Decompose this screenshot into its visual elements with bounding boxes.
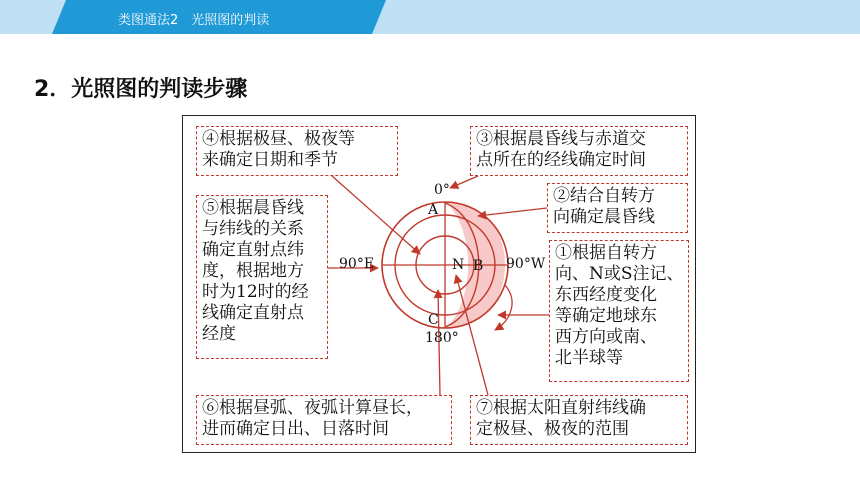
label-90w: 90°W — [506, 256, 546, 272]
note-4-line-2: 来确定日期和季节 — [202, 150, 338, 170]
note-box-1 — [549, 240, 689, 382]
note-1-line-4: 等确定地球东 — [555, 306, 657, 326]
note-5-line-5: 时为12时的经 — [202, 282, 309, 302]
note-3-line-1: ③根据晨昏线与赤道交 — [476, 129, 646, 149]
header-tab-title: 类图通法2 光照图的判读 — [118, 13, 270, 28]
note-5-line-4: 度，根据地方 — [202, 261, 304, 281]
note-5-line-1: ⑤根据晨昏线 — [202, 198, 304, 218]
note-6-line-2: 进而确定日出、日落时间 — [202, 419, 389, 439]
note-box-7 — [470, 395, 688, 445]
note-1-line-3: 东西经度变化 — [555, 285, 657, 305]
note-2-line-1: ②结合自转方 — [553, 186, 655, 206]
label-north-pole: N — [452, 257, 465, 273]
note-4-line-1: ④根据极昼、极夜等 — [202, 129, 355, 149]
note-7-line-1: ⑦根据太阳直射纬线确 — [476, 398, 646, 418]
label-0-degree: 0° — [434, 182, 450, 198]
label-point-b: B — [473, 258, 484, 274]
note-1-line-5: 西方向或南、 — [555, 327, 657, 347]
section-title: 2．光照图的判读步骤 — [34, 77, 248, 102]
label-point-c: C — [428, 312, 439, 328]
label-90e: 90°E — [339, 256, 375, 272]
note-5-line-6: 线确定直射点 — [202, 303, 304, 323]
note-5-line-2: 与纬线的关系 — [202, 219, 304, 239]
note-7-line-2: 定极昼、极夜的范围 — [476, 419, 629, 439]
note-box-4 — [196, 126, 398, 176]
label-180-degree: 180° — [425, 330, 459, 346]
note-box-3 — [470, 126, 688, 176]
note-box-6 — [196, 395, 452, 445]
note-box-2 — [547, 183, 688, 233]
note-5-line-7: 经度 — [202, 324, 236, 344]
arrow-2 — [478, 208, 547, 216]
note-box-5 — [196, 195, 328, 359]
arrow-3 — [450, 176, 478, 188]
note-1-line-2: 向、N或S注记、 — [555, 264, 684, 284]
note-6-line-1: ⑥根据昼弧、夜弧计算昼长， — [202, 398, 423, 418]
label-point-a: A — [428, 202, 439, 218]
note-3-line-2: 点所在的经线确定时间 — [476, 150, 646, 170]
note-5-line-3: 确定直射点纬 — [202, 240, 304, 260]
note-2-line-2: 向确定晨昏线 — [553, 207, 655, 227]
note-1-line-1: ①根据自转方 — [555, 243, 657, 263]
note-1-line-6: 北半球等 — [555, 348, 623, 368]
